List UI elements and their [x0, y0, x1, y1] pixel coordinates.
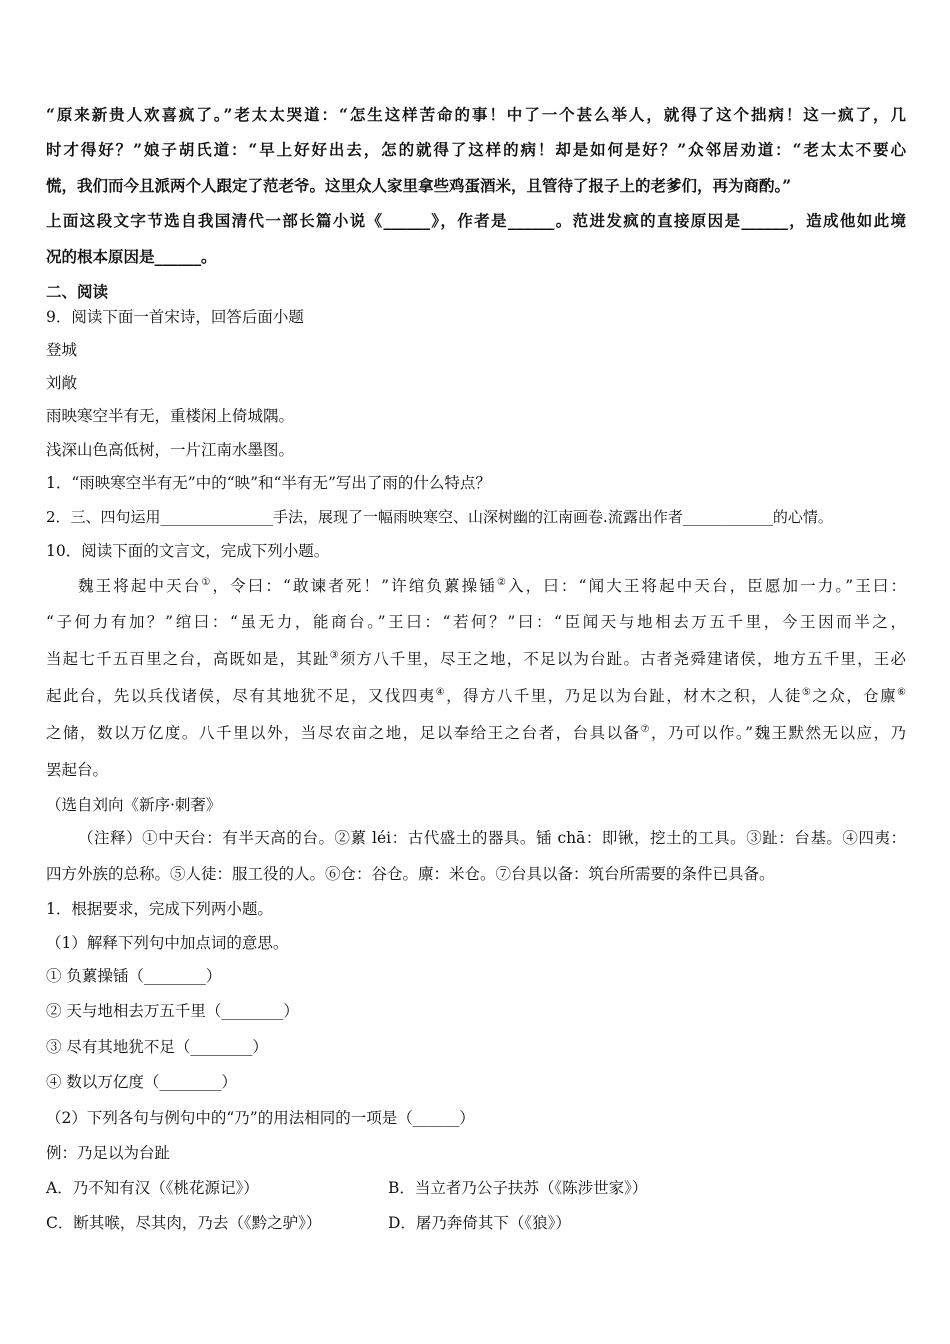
- classical-text-line-2: “子何力有加？”绾曰：“虽无力，能商台。”王曰：“若何？”曰：“臣闻天与地相去万五千里，今王因而半之，: [46, 613, 906, 631]
- option-a: A．乃不知有汉（《桃花源记》）: [46, 1179, 259, 1197]
- question-10-prompt: 10．阅读下面的文言文，完成下列小题。: [46, 542, 330, 560]
- word-item-1: ① 负蔂操锸（________）: [46, 967, 222, 985]
- poem-author: 刘敞: [46, 374, 78, 392]
- question-8-line-2: 况的根本原因是______。: [46, 247, 217, 266]
- text-seg: 入，曰：“闻大王将起中天台，臣愿加一力。”王曰：: [508, 577, 906, 595]
- question-10-sub-1-2: （2）下列各句与例句中的“乃”的用法相同的一项是（______）: [46, 1109, 475, 1127]
- question-9-prompt: 9．阅读下面一首宋诗，回答后面小题: [46, 308, 304, 326]
- text-seg: 起此台，先以兵伐诸侯，尽有其地犹不足，又伐四夷: [46, 687, 436, 705]
- option-d: D．屠乃奔倚其下（《狼》）: [388, 1214, 571, 1232]
- note-ref-5: ⑤: [801, 686, 813, 698]
- word-item-4: ④ 数以万亿度（________）: [46, 1073, 237, 1091]
- note-ref-7: ⑦: [640, 723, 651, 735]
- poem-line-2: 浅深山色高低树，一片江南水墨图。: [46, 441, 295, 459]
- note-ref-1: ①: [201, 576, 213, 588]
- classical-text-line-3: [46, 649, 906, 669]
- section-title: 二、阅读: [46, 282, 109, 301]
- question-10-sub-1-1: （1）解释下列句中加点词的意思。: [46, 934, 289, 952]
- classical-text-line-4: [46, 686, 906, 706]
- poem-line-1: 雨映寒空半有无，重楼闲上倚城隅。: [46, 407, 295, 425]
- text-seg: ，令曰：“敢谏者死！”许绾负蔂操锸: [212, 577, 497, 595]
- question-9-sub-2: 2．三、四句运用_______________手法，展现了一幅雨映寒空、山深树幽的江南画卷.流露出作者____________的心情。: [46, 508, 833, 526]
- text-seg: ，得方八千里，乃足以为台趾，材木之积，人徒: [446, 687, 802, 705]
- question-9-sub-1: 1．“雨映寒空半有无”中的“映”和“半有无”写出了雨的什么特点？: [46, 474, 491, 492]
- text-seg: 魏王将起中天台: [78, 577, 202, 595]
- passage-line-1: “原来新贵人欢喜疯了。”老太太哭道：“怎生这样苦命的事！中了一个甚么举人，就得了这个拙病！这一疯了，几: [46, 105, 906, 124]
- text-seg: 之众，仓廪: [812, 687, 898, 705]
- text-seg: 之储，数以万亿度。八千里以外，当尽农亩之地，足以奉给王之台者，台具以备: [46, 724, 641, 742]
- notes-line-1: （注释）①中天台：有半天高的台。②蔂 léi：古代盛土的器具。锸 chā：即锹，挖土的工具。③趾：台基。④四夷：: [78, 829, 906, 847]
- classical-text-line-1: [78, 576, 906, 596]
- option-b: B．当立者乃公子扶苏（《陈涉世家》）: [388, 1179, 648, 1197]
- option-c: C．断其喉，尽其肉，乃去（《黔之驴》）: [46, 1214, 322, 1232]
- question-8-line-1: 上面这段文字节选自我国清代一部长篇小说《______》，作者是______。范进发疯的直接原因是______，造成他如此境: [46, 211, 906, 230]
- note-ref-3: ③: [329, 649, 340, 661]
- text-seg: 当起七千五百里之台，高既如是，其趾: [46, 650, 330, 668]
- word-item-3: ③ 尽有其地犹不足（________）: [46, 1038, 268, 1056]
- passage-line-2: 时才得好？”娘子胡氏道：“早上好好出去，怎的就得了这样的病！却是如何是好？”众邻居劝道：“老太太不要心: [46, 140, 906, 159]
- poem-title: 登城: [46, 341, 78, 359]
- classical-text-line-6: 罢起台。: [46, 761, 109, 779]
- text-seg: 须方八千里，尽王之地，不足以为台趾。古者尧舜建诸侯，地方五千里，王必: [339, 650, 906, 668]
- example-sentence: 例：乃足以为台趾: [46, 1144, 171, 1162]
- classical-text-line-5: [46, 723, 906, 743]
- passage-line-3: 慌，我们而今且派两个人跟定了范老爷。这里众人家里拿些鸡蛋酒米，且管待了报子上的老爹们，再为商酌。”: [46, 176, 792, 195]
- text-seg: ，乃可以作。”魏王默然无以应，乃: [651, 724, 906, 742]
- note-ref-2: ②: [496, 576, 509, 588]
- note-ref-6: ⑥: [897, 686, 906, 698]
- word-item-2: ② 天与地相去万五千里（________）: [46, 1002, 299, 1020]
- text-source: （选自刘向《新序·刺奢》: [46, 796, 222, 814]
- note-ref-4: ④: [435, 686, 447, 698]
- question-10-sub-1: 1．根据要求，完成下列两小题。: [46, 900, 273, 918]
- notes-line-2: 四方外族的总称。⑤人徒：服工役的人。⑥仓：谷仓。廪：米仓。⑦台具以备：筑台所需要的条件已具备。: [46, 865, 775, 883]
